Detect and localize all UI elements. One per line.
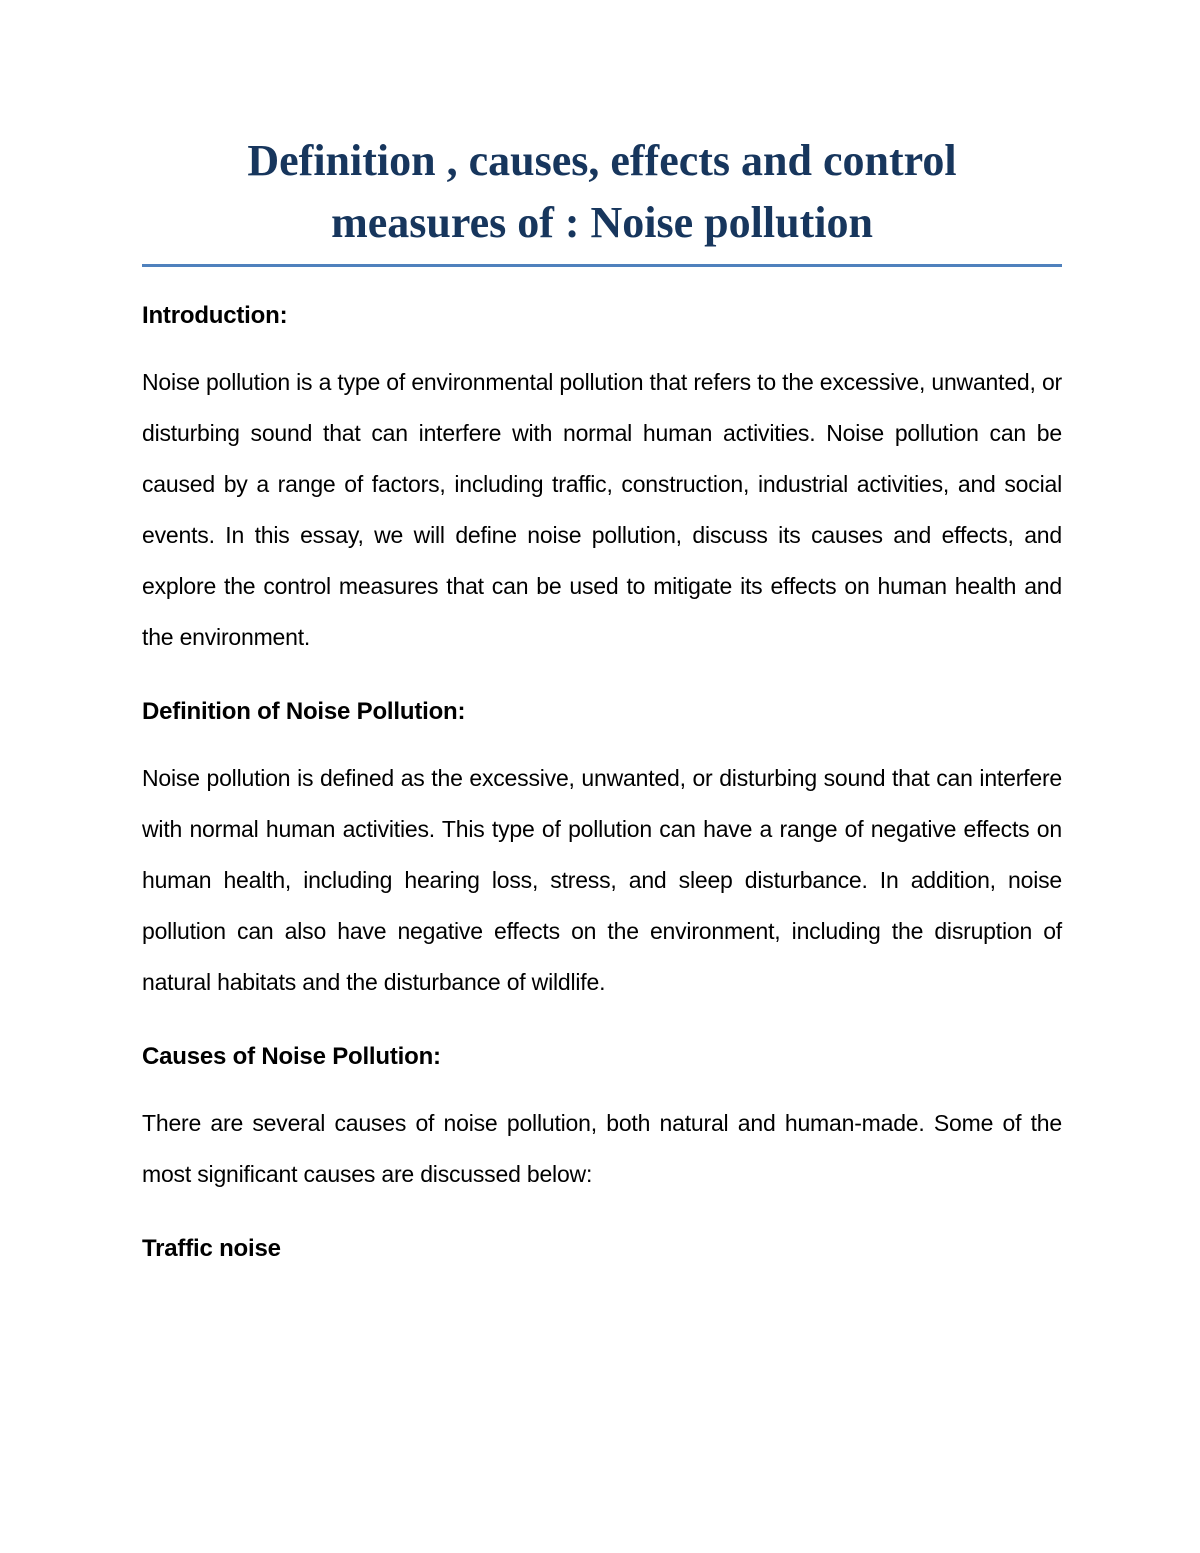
section-causes [142, 1042, 1062, 1200]
paragraph-definition: Noise pollution is defined as the excessive, unwanted, or disturbing sound that can interfere with normal human activities. This type of pollution can have a range of negative effects on human health, including hearing loss, stress, and sleep disturbance. In addition, noise pollution can also have negative effects on the environment, including the disruption of natural habitats and the disturbance of wildlife. [142, 765, 1062, 995]
document-content [142, 0, 1062, 1264]
paragraph-causes: There are several causes of noise pollution, both natural and human-made. Some of the most significant causes are discussed below: [142, 1110, 1062, 1187]
section-definition [142, 697, 1062, 1008]
section-traffic-noise [142, 1234, 1062, 1264]
document-title-line-1: Definition , causes, effects and control [247, 136, 957, 185]
paragraph-introduction: Noise pollution is a type of environmental pollution that refers to the excessive, unwanted, or disturbing sound that can interfere with normal human activities. Noise pollution can be caused by a range of factors, including traffic, construction, industrial activities, and social events. In this essay, we will define noise pollution, discuss its causes and effects, and explore the control measures that can be used to mitigate its effects on human health and the environment. [142, 369, 1062, 650]
section-heading-definition: Definition of Noise Pollution: [142, 698, 466, 725]
section-heading-causes: Causes of Noise Pollution: [142, 1043, 441, 1070]
section-heading-introduction: Introduction: [142, 302, 288, 329]
document-title-line-2: measures of : Noise pollution [331, 198, 873, 247]
document-title [142, 130, 1062, 254]
title-block [142, 130, 1062, 267]
section-heading-traffic-noise: Traffic noise [142, 1235, 281, 1262]
section-introduction [142, 301, 1062, 663]
